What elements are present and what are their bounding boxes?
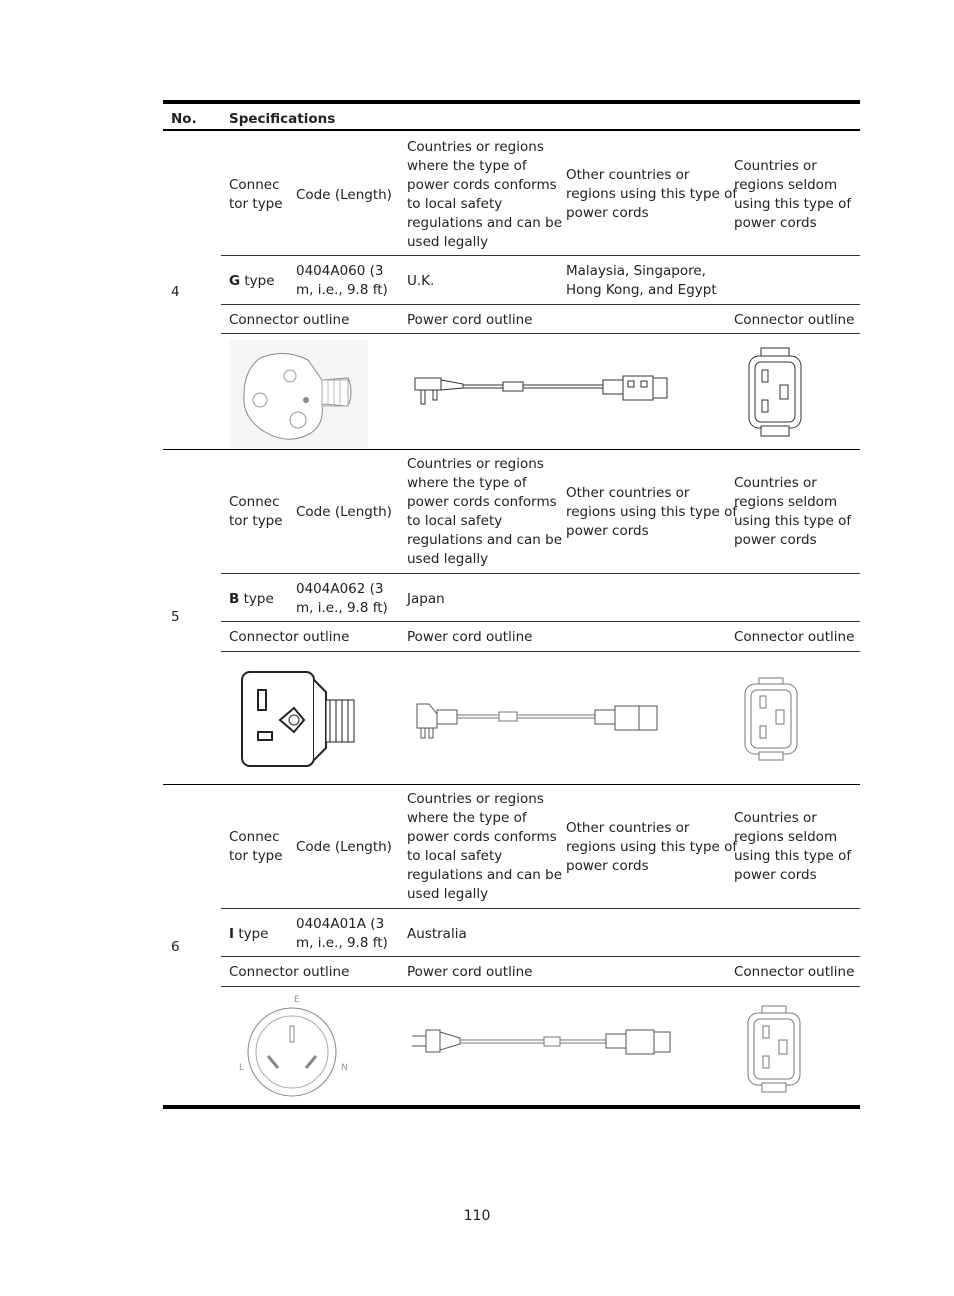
row-divider: [221, 986, 860, 987]
power-cord-outline-label: Power cord outline: [407, 629, 533, 645]
g-type-power-cord-drawing: [413, 370, 671, 410]
table-bottom-rule: [163, 1105, 860, 1109]
code-length-label: Code (Length): [296, 839, 392, 855]
row-number: 4: [171, 284, 180, 300]
other-countries-label: Other countries or regions using this type of power cords: [566, 167, 738, 221]
row-divider: [221, 956, 860, 957]
row-divider: [221, 908, 860, 909]
countries-legal-label: Countries or regions where the type of power cords conforms to local safety regulations and can be used legally: [407, 456, 562, 567]
connector-type-value: B type: [229, 591, 274, 607]
connector-outline-label: Connector outline: [229, 629, 350, 645]
legal-countries-value: Japan: [407, 591, 445, 607]
row-divider: [221, 651, 860, 652]
code-length-label: Code (Length): [296, 187, 392, 203]
other-countries-value: Malaysia, Singapore, Hong Kong, and Egypt: [566, 263, 717, 298]
row-divider: [221, 333, 860, 334]
row-divider: [221, 304, 860, 305]
power-cord-outline-label: Power cord outline: [407, 964, 533, 980]
header-rule: [163, 129, 860, 131]
live-pin-label: L: [239, 1063, 245, 1073]
block-separator: [163, 784, 860, 785]
code-value: 0404A01A (3 m, i.e., 9.8 ft): [296, 916, 388, 951]
connector-outline-label: Connector outline: [734, 964, 855, 980]
i-type-power-cord-drawing: [410, 1024, 672, 1060]
seldom-countries-label: Countries or regions seldom using this type of power cords: [734, 158, 852, 231]
earth-pin-label: E: [294, 995, 300, 1005]
b-type-power-cord-drawing: [415, 700, 663, 742]
page-number: 110: [463, 1208, 491, 1224]
header-specifications: Specifications: [229, 111, 336, 127]
connector-outline-label: Connector outline: [734, 312, 855, 328]
block-separator: [163, 449, 860, 450]
connector-type-label: Connec tor type: [229, 829, 283, 864]
code-length-label: Code (Length): [296, 504, 392, 520]
header-no: No.: [171, 111, 197, 127]
table-top-rule: [163, 100, 860, 104]
code-value: 0404A062 (3 m, i.e., 9.8 ft): [296, 581, 388, 616]
row-number: 6: [171, 939, 180, 955]
countries-legal-label: Countries or regions where the type of power cords conforms to local safety regulations and can be used legally: [407, 139, 562, 250]
seldom-countries-label: Countries or regions seldom using this type of power cords: [734, 810, 852, 883]
row-number: 5: [171, 609, 180, 625]
neutral-pin-label: N: [341, 1063, 348, 1073]
b-type-plug-face-drawing: [240, 670, 358, 770]
c13-connector-drawing: [743, 676, 799, 762]
row-divider: [221, 255, 860, 256]
other-countries-label: Other countries or regions using this type of power cords: [566, 485, 738, 539]
countries-legal-label: Countries or regions where the type of power cords conforms to local safety regulations and can be used legally: [407, 791, 562, 902]
other-countries-label: Other countries or regions using this type of power cords: [566, 820, 738, 874]
connector-type-label: Connec tor type: [229, 177, 283, 212]
row-divider: [221, 573, 860, 574]
connector-outline-label: Connector outline: [734, 629, 855, 645]
connector-outline-label: Connector outline: [229, 312, 350, 328]
legal-countries-value: U.K.: [407, 273, 435, 289]
row-divider: [221, 621, 860, 622]
connector-type-value: G type: [229, 273, 275, 289]
connector-type-value: I type: [229, 926, 269, 942]
connector-type-label: Connec tor type: [229, 494, 283, 529]
code-value: 0404A060 (3 m, i.e., 9.8 ft): [296, 263, 388, 298]
c13-connector-drawing: [745, 346, 805, 438]
seldom-countries-label: Countries or regions seldom using this type of power cords: [734, 475, 852, 548]
connector-outline-label: Connector outline: [229, 964, 350, 980]
i-type-plug-face-drawing: [236, 992, 352, 1100]
c13-connector-drawing: [745, 1004, 803, 1094]
power-cord-outline-label: Power cord outline: [407, 312, 533, 328]
g-type-plug-face-drawing: [230, 340, 368, 448]
legal-countries-value: Australia: [407, 926, 467, 942]
